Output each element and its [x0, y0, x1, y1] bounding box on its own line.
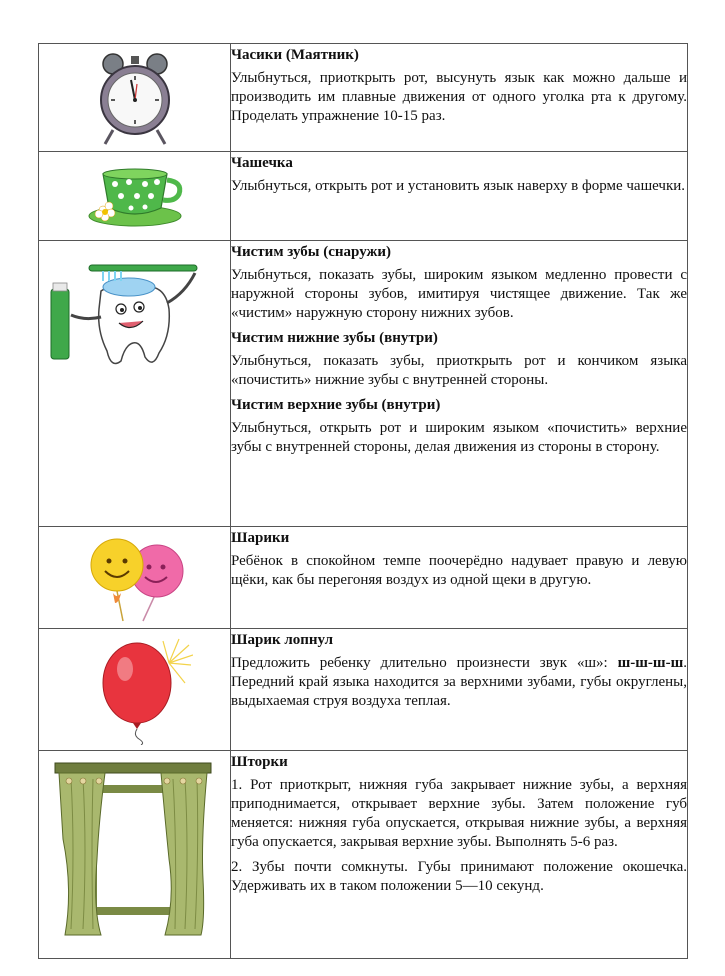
exercise-title: Чашечка — [231, 155, 293, 171]
exercise-row — [39, 527, 688, 629]
curtains-icon — [53, 759, 213, 949]
exercise-text-cell — [231, 44, 688, 152]
tooth-brushing-icon — [49, 257, 209, 377]
image-cell — [39, 751, 231, 959]
red-balloon-icon — [93, 635, 193, 745]
exercise-title: Шарики — [231, 530, 290, 546]
exercise-description: Улыбнуться, открыть рот и широким языком «почистить» верхние зубы с внутренней стороны, делая движения из стороны в сторону. — [231, 420, 687, 455]
exercise-row — [39, 44, 688, 152]
exercise-text-cell — [231, 152, 688, 241]
text-part: . Передний край языка находится за верхними зубами, губы округлены, выдыхаемая струя воздуха теплая. — [231, 655, 687, 709]
exercise-row — [39, 241, 688, 527]
exercise-text-cell — [231, 629, 688, 751]
exercise-description — [231, 654, 687, 711]
exercise-description: 2. Зубы почти сомкнуты. Губы принимают положение окошечка. Удерживать их в таком положении 5—10 секунд. — [231, 859, 687, 894]
exercise-title: Чистим зубы (снаружи) — [231, 244, 392, 260]
exercise-description: Ребёнок в спокойном темпе поочерёдно надувает правую и левую щёки, как бы перегоняя воздух из одной щеки в другую. — [231, 553, 687, 588]
exercise-description: Улыбнуться, показать зубы, приоткрыть рот и кончиком языка «почистить» нижние зубы с внутренней стороны. — [231, 353, 687, 388]
exercise-title: Шторки — [231, 754, 288, 770]
alarm-clock-icon — [95, 50, 175, 146]
exercise-description: Улыбнуться, показать зубы, широким языком медленно провести с наружной стороны зубов, имитируя чистящее движение. Так же «чистим» наружную сторону нижних зубов. — [231, 267, 687, 321]
exercise-table — [38, 43, 688, 959]
exercise-title: Часики (Маятник) — [231, 47, 359, 63]
exercise-title: Чистим верхние зубы (внутри) — [231, 397, 441, 413]
exercise-text-cell — [231, 751, 688, 959]
exercise-title: Чистим нижние зубы (внутри) — [231, 330, 438, 346]
text-part: Предложить ребенку длительно произнести звук «ш»: — [231, 655, 618, 671]
teacup-icon — [87, 160, 187, 230]
image-cell — [39, 44, 231, 152]
exercise-description: Улыбнуться, открыть рот и установить язык наверху в форме чашечки. — [231, 178, 686, 194]
exercise-description: Улыбнуться, приоткрыть рот, высунуть язык как можно дальше и производить им плавные движения от одного уголка рта к другому. Проделать упражнение 10-15 раз. — [231, 70, 687, 124]
exercise-row — [39, 751, 688, 959]
image-cell — [39, 241, 231, 527]
image-cell — [39, 629, 231, 751]
exercise-description: 1. Рот приоткрыт, нижняя губа закрывает нижние зубы, а верхняя приподнимается, открывает верхние зубы. Затем положение губ меняется: нижняя губа опускается, открывая нижние зубы, а верхняя губа опускается, закрывая верхние зубы. Выполнять 5-6 раз. — [231, 777, 687, 850]
exercise-row — [39, 629, 688, 751]
exercise-text-cell — [231, 241, 688, 527]
exercise-row — [39, 152, 688, 241]
smiley-balloons-icon — [83, 533, 193, 623]
sound-example: ш-ш-ш-ш — [617, 655, 684, 671]
image-cell — [39, 527, 231, 629]
image-cell — [39, 152, 231, 241]
exercise-text-cell — [231, 527, 688, 629]
exercise-title: Шарик лопнул — [231, 632, 334, 648]
